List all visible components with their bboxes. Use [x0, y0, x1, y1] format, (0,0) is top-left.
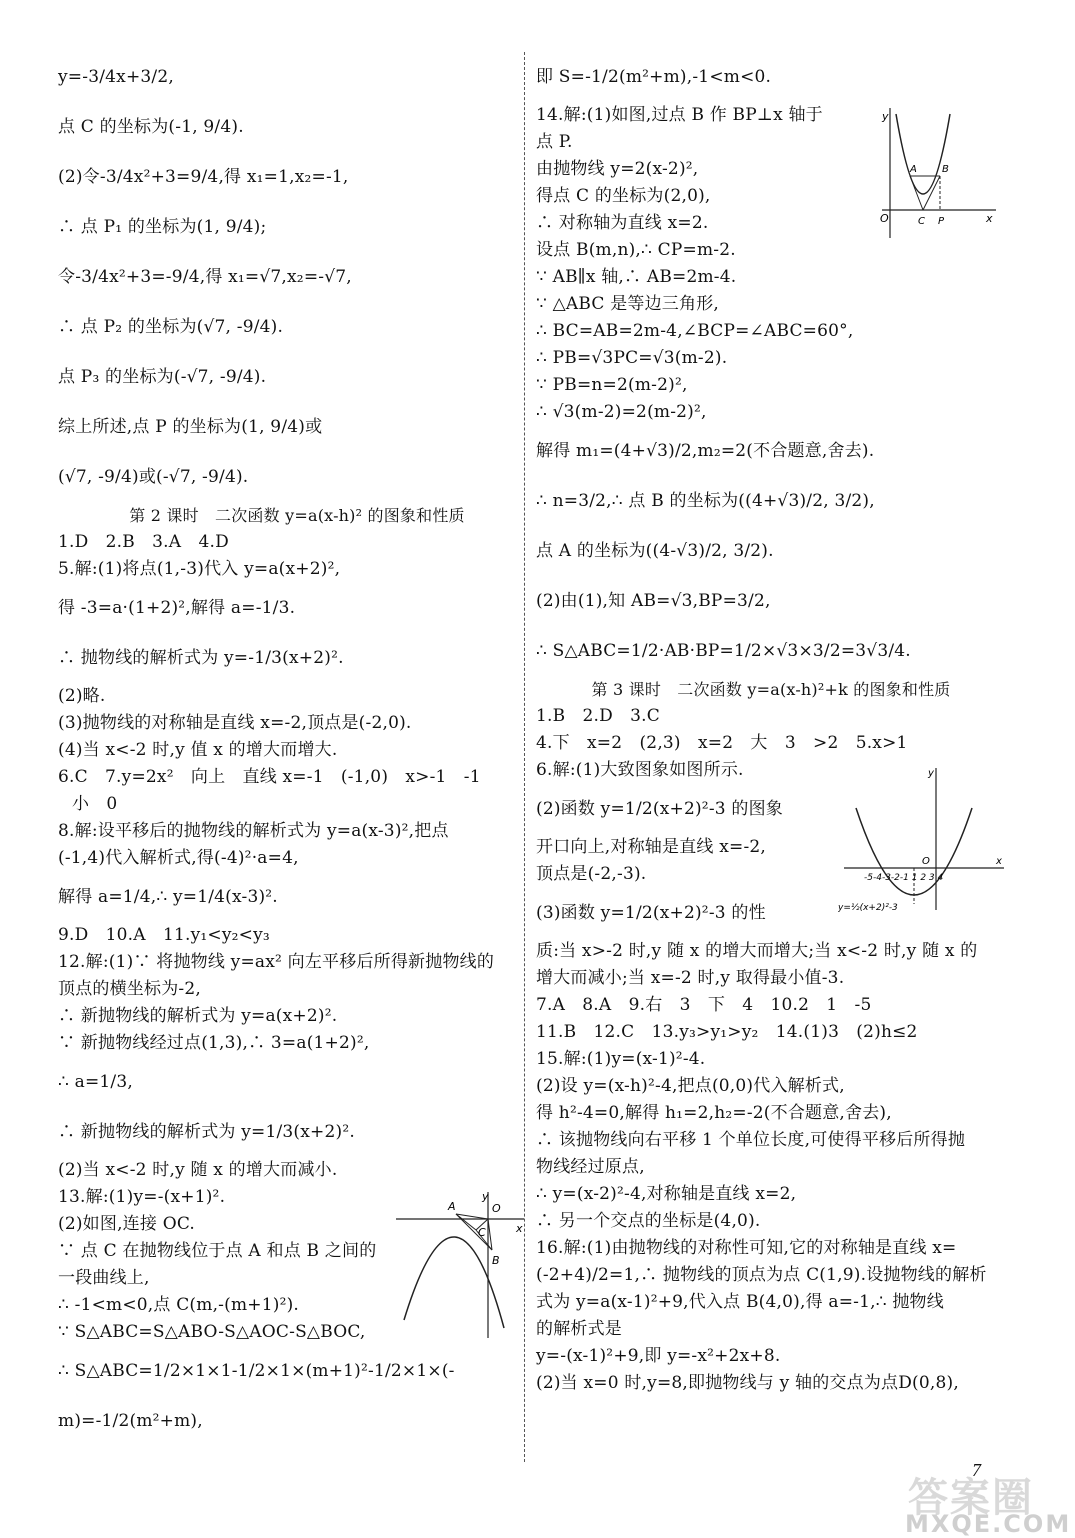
text-line: 得 -3=a·(1+2)²,解得 a=-1/3.: [58, 598, 296, 618]
figure-problem-14: [868, 104, 998, 248]
text-line: 16.解:(1)由抛物线的对称性可知,它的对称轴是直线 x=: [536, 1238, 957, 1258]
fig13-O-label: O: [492, 1202, 501, 1215]
text-line: 点 A 的坐标为((4-√3)/2, 3/2).: [536, 541, 774, 561]
page-number: 7: [972, 1460, 981, 1480]
text-line: (2)略.: [58, 686, 106, 706]
text-line: 令-3/4x²+3=-9/4,得 x₁=√7,x₂=-√7,: [58, 267, 352, 287]
text-line: ∴ 点 P₁ 的坐标为(1, 9/4);: [58, 217, 267, 237]
watermark-logo: 答案圈: [908, 1475, 1034, 1521]
svg-text:y: y: [882, 110, 889, 123]
text-line: 点 P.: [536, 132, 573, 152]
text-line: ∴ n=3/2,∴ 点 B 的坐标为((4+√3)/2, 3/2),: [536, 491, 875, 511]
text-line: ∵ PB=n=2(m-2)²,: [536, 375, 688, 395]
text-line: 得点 C 的坐标为(2,0),: [536, 186, 711, 206]
text-line: (2)当 x=0 时,y=8,即抛物线与 y 轴的交点为点D(0,8),: [536, 1373, 959, 1393]
text-line: (2)如图,连接 OC.: [58, 1214, 196, 1234]
svg-text:A: A: [910, 164, 917, 175]
text-line: ∴ 该抛物线向右平移 1 个单位长度,可使得平移后所得抛: [536, 1130, 966, 1150]
text-line: 解得 m₁=(4+√3)/2,m₂=2(不合题意,舍去).: [536, 441, 875, 461]
svg-text:y=½(x+2)²-3: y=½(x+2)²-3: [838, 903, 898, 913]
fig13-x-label: x: [516, 1222, 523, 1235]
text-line: 得 h²-4=0,解得 h₁=2,h₂=-2(不合题意,舍去),: [536, 1103, 892, 1123]
text-line: 13.解:(1)y=-(x+1)².: [58, 1187, 226, 1207]
text-line: 11.B 12.C 13.y₃>y₁>y₂ 14.(1)3 (2)h≤2: [536, 1022, 918, 1042]
text-line: 点 C 的坐标为(-1, 9/4).: [58, 117, 244, 137]
text-line: ∴ BC=AB=2m-4,∠BCP=∠ABC=60°,: [536, 321, 854, 341]
text-line: ∴ 新抛物线的解析式为 y=a(x+2)².: [58, 1006, 338, 1026]
fig13-C-label: C: [478, 1226, 486, 1239]
text-line: y=-3/4x+3/2,: [58, 67, 174, 87]
text-line: 设点 B(m,n),∴ CP=m-2.: [536, 240, 736, 260]
text-line: ∴ 新抛物线的解析式为 y=1/3(x+2)².: [58, 1122, 355, 1142]
svg-text:x: x: [996, 856, 1002, 867]
text-line: ∴ a=1/3,: [58, 1072, 133, 1092]
text-line: (4)当 x<-2 时,y 值 x 的增大而增大.: [58, 740, 338, 760]
text-line: 的解析式是: [536, 1319, 622, 1339]
svg-text:O: O: [880, 212, 889, 225]
text-line: 1.D 2.B 3.A 4.D: [58, 532, 229, 552]
text-line: 由抛物线 y=2(x-2)²,: [536, 159, 699, 179]
text-line: 解得 a=1/4,∴ y=1/4(x-3)².: [58, 887, 278, 907]
text-line: 一段曲线上,: [58, 1268, 150, 1288]
right-column: [536, 52, 1006, 1397]
text-line: 6.C 7.y=2x² 向上 直线 x=-1 (-1,0) x>-1 -1: [58, 767, 481, 787]
text-line: 即 S=-1/2(m²+m),-1<m<0.: [536, 67, 772, 87]
svg-text:P: P: [938, 216, 945, 227]
svg-text:O: O: [922, 856, 930, 867]
text-line: ∵ S△ABC=S△ABO-S△AOC-S△BOC,: [58, 1322, 366, 1342]
text-line: (2)令-3/4x²+3=9/4,得 x₁=1,x₂=-1,: [58, 167, 349, 187]
section-heading: 第 2 课时 二次函数 y=a(x-h)² 的图象和性质: [129, 506, 465, 525]
svg-text:C: C: [918, 216, 925, 227]
text-line: 9.D 10.A 11.y₁<y₂<y₃: [58, 925, 270, 945]
text-line: ∴ y=(x-2)²-4,对称轴是直线 x=2,: [536, 1184, 797, 1204]
text-line: 8.解:设平移后的抛物线的解析式为 y=a(x-3)²,把点: [58, 821, 449, 841]
text-line: 15.解:(1)y=(x-1)²-4.: [536, 1049, 706, 1069]
fig13-y-label: y: [482, 1190, 489, 1203]
text-line: 点 P₃ 的坐标为(-√7, -9/4).: [58, 367, 267, 387]
text-line: ∴ S△ABC=1/2×1×1-1/2×1×(m+1)²-1/2×1×(-m)=-1/2(m²+m),: [58, 1361, 455, 1431]
text-line: 开口向上,对称轴是直线 x=-2,: [536, 837, 767, 857]
figure-problem-13: [396, 1190, 526, 1344]
svg-text:y: y: [928, 768, 934, 779]
svg-text:-5-4-3-2-1 1 2 3 4: -5-4-3-2-1 1 2 3 4: [864, 873, 944, 883]
text-line: (2)当 x<-2 时,y 随 x 的增大而减小.: [58, 1160, 338, 1180]
text-line: ∴ PB=√3PC=√3(m-2).: [536, 348, 728, 368]
text-line: (2)由(1),知 AB=√3,BP=3/2,: [536, 591, 771, 611]
section-heading: 第 3 课时 二次函数 y=a(x-h)²+k 的图象和性质: [591, 680, 951, 699]
text-line: 顶点是(-2,-3).: [536, 864, 647, 884]
text-line: ∴ 抛物线的解析式为 y=-1/3(x+2)².: [58, 648, 344, 668]
text-line: 5.解:(1)将点(1,-3)代入 y=a(x+2)²,: [58, 559, 341, 579]
text-line: ∵ △ABC 是等边三角形,: [536, 294, 719, 314]
text-line: 综上所述,点 P 的坐标为(1, 9/4)或: [58, 417, 323, 437]
text-line: 14.解:(1)如图,过点 B 作 BP⊥x 轴于: [536, 105, 823, 125]
text-line: ∵ 点 C 在抛物线位于点 A 和点 B 之间的: [58, 1241, 377, 1261]
text-line: 增大而减小;当 x=-2 时,y 取得最小值-3.: [536, 968, 845, 988]
text-line: (2)设 y=(x-h)²-4,把点(0,0)代入解析式,: [536, 1076, 845, 1096]
text-line: ∵ AB∥x 轴,∴ AB=2m-4.: [536, 267, 737, 287]
text-line: 4.下 x=2 (2,3) x=2 大 3 >2 5.x>1: [536, 733, 908, 753]
svg-text:B: B: [942, 164, 949, 175]
text-line: ∵ 新抛物线经过点(1,3),∴ 3=a(1+2)²,: [58, 1033, 370, 1053]
text-line: ∴ √3(m-2)=2(m-2)²,: [536, 402, 707, 422]
text-line: 1.B 2.D 3.C: [536, 706, 660, 726]
text-line: 质:当 x>-2 时,y 随 x 的增大而增大;当 x<-2 时,y 随 x 的: [536, 941, 978, 961]
text-line: ∴ S△ABC=1/2·AB·BP=1/2×√3×3/2=3√3/4.: [536, 641, 911, 661]
svg-text:x: x: [986, 212, 993, 225]
text-line: (3)函数 y=1/2(x+2)²-3 的性: [536, 903, 766, 923]
watermark-url: MXQE.COM: [905, 1510, 1072, 1538]
text-line: (-2+4)/2=1,∴ 抛物线的顶点为点 C(1,9).设抛物线的解析: [536, 1265, 987, 1285]
fig13-B-label: B: [492, 1254, 500, 1267]
text-line: 7.A 8.A 9.右 3 下 4 10.2 1 -5: [536, 995, 872, 1015]
text-line: ∴ 另一个交点的坐标是(4,0).: [536, 1211, 761, 1231]
text-line: ∴ -1<m<0,点 C(m,-(m+1)²).: [58, 1295, 300, 1315]
text-line: ∴ 点 P₂ 的坐标为(√7, -9/4).: [58, 317, 284, 337]
fig13-A-label: A: [448, 1200, 456, 1213]
text-line: (-1,4)代入解析式,得(-4)²·a=4,: [58, 848, 299, 868]
text-line: 物线经过原点,: [536, 1157, 645, 1177]
text-line: (√7, -9/4)或(-√7, -9/4).: [58, 467, 249, 487]
text-line: (2)函数 y=1/2(x+2)²-3 的图象: [536, 799, 783, 819]
text-line: ∴ 对称轴为直线 x=2.: [536, 213, 709, 233]
text-line: 6.解:(1)大致图象如图所示.: [536, 760, 744, 780]
parabola-curve: [404, 1237, 504, 1328]
text-line: (3)抛物线的对称轴是直线 x=-2,顶点是(-2,0).: [58, 713, 412, 733]
text-line: 12.解:(1)∵ 将抛物线 y=ax² 向左平移后所得新抛物线的: [58, 952, 495, 972]
figure-problem-6: [838, 764, 1008, 918]
text-line: 式为 y=a(x-1)²+9,代入点 B(4,0),得 a=-1,∴ 抛物线: [536, 1292, 944, 1312]
text-line: 小 0: [72, 794, 118, 814]
text-line: y=-(x-1)²+9,即 y=-x²+2x+8.: [536, 1346, 781, 1366]
text-line: 顶点的横坐标为-2,: [58, 979, 201, 999]
